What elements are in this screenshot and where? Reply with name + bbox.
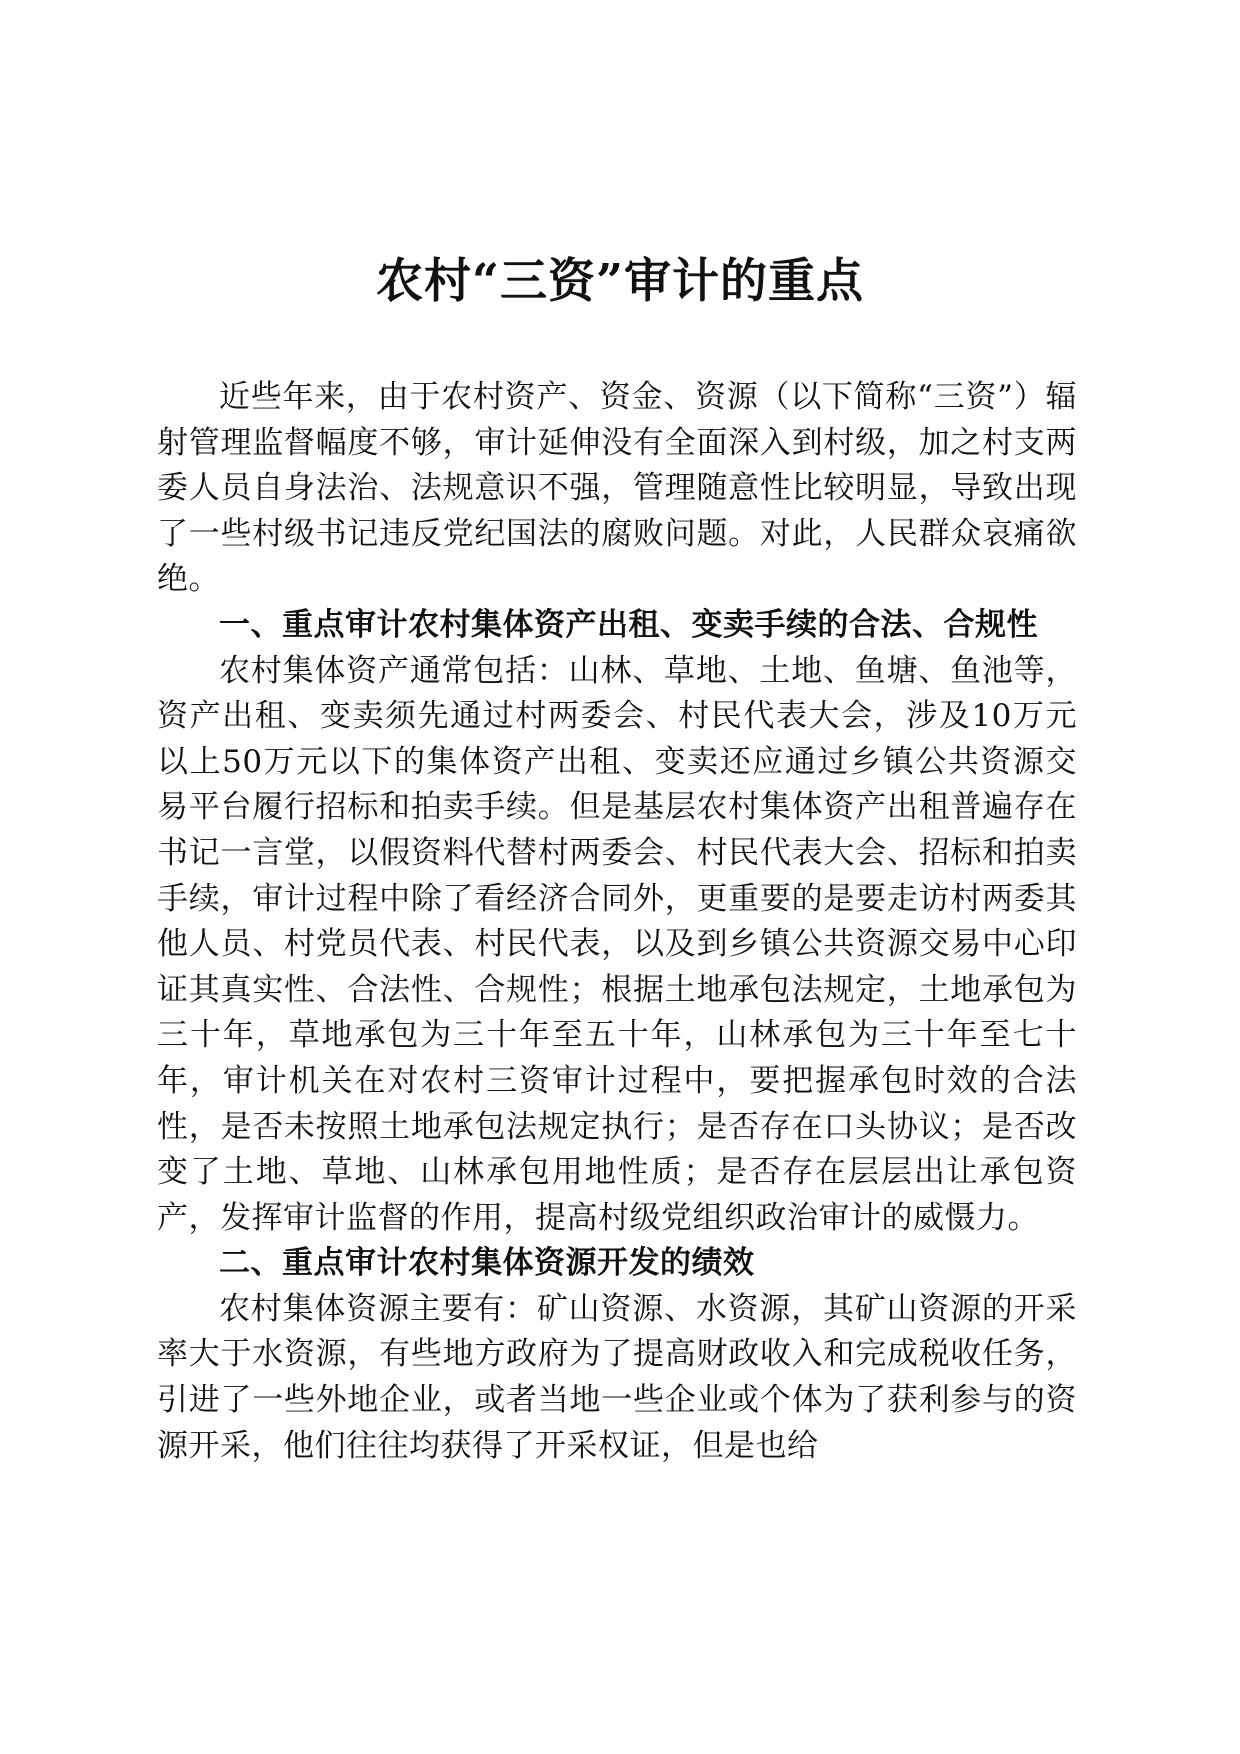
document-body [157,375,1077,1469]
section-heading-1: 一、重点审计农村集体资产出租、变卖手续的合法、合规性 [219,606,1038,643]
intro-paragraph: 近些年来，由于农村资产、资金、资源（以下简称“三资”）辐射管理监督幅度不够，审计延伸没有全面深入到村级，加之村支两委人员自身法治、法规意识不强，管理随意性比较明显，导致出现了一些村级书记违反党纪国法的腐败问题。对此，人民群众哀痛欲绝。 [157,379,1077,598]
document-title: 农村“三资”审计的重点 [375,254,865,309]
section-2-paragraph: 农村集体资源主要有：矿山资源、水资源，其矿山资源的开采率大于水资源，有些地方政府为了提高财政收入和完成税收任务，引进了一些外地企业，或者当地一些企业或个体为了获利参与的资源开采，他们往往均获得了开采权证，但是也给 [157,1290,1077,1464]
section-1-paragraph: 农村集体资产通常包括：山林、草地、土地、鱼塘、鱼池等，资产出租、变卖须先通过村两委会、村民代表大会，涉及10万元以上50万元以下的集体资产出租、变卖还应通过乡镇公共资源交易平台履行招标和拍卖手续。但是基层农村集体资产出租普遍存在书记一言堂，以假资料代替村两委会、村民代表大会、招标和拍卖手续，审计过程中除了看经济合同外，更重要的是要走访村两委其他人员、村党员代表、村民代表，以及到乡镇公共资源交易中心印证其真实性、合法性、合规性；根据土地承包法规定，土地承包为三十年，草地承包为三十年至五十年，山林承包为三十年至七十年，审计机关在对农村三资审计过程中，要把握承包时效的合法性，是否未按照土地承包法规定执行；是否存在口头协议；是否改变了土地、草地、山林承包用地性质；是否存在层层出让承包资产，发挥审计监督的作用，提高村级党组织政治审计的威慑力。 [157,652,1077,1236]
section-heading-2: 二、重点审计农村集体资源开发的绩效 [219,1245,755,1282]
